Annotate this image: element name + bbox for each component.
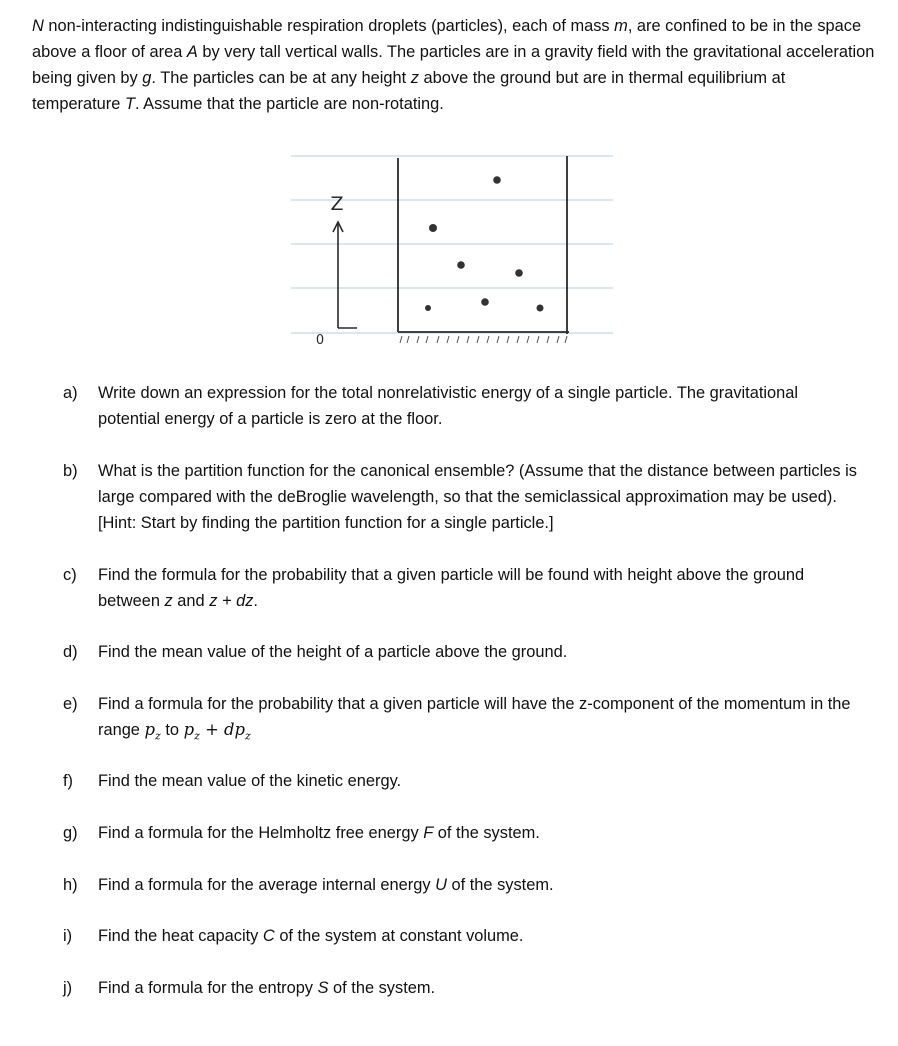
var-z: z bbox=[410, 69, 419, 87]
intro-text-3: by very tall vertical walls. The particles are in a gravity field with the gravitational acceleration being given by bbox=[32, 43, 875, 87]
text-part: to bbox=[160, 721, 184, 739]
subscript-z: z bbox=[194, 729, 200, 743]
question-text: Write down an expression for the total nonrelativistic energy of a single particle. The gravitational potential energy of a particle is zero at the floor. bbox=[98, 384, 799, 428]
var-z-plus-dz: z + dz bbox=[209, 592, 254, 610]
question-text: Find the mean value of the height of a particle above the ground. bbox=[98, 643, 568, 661]
question-label: a) bbox=[63, 384, 78, 402]
var-z: z bbox=[164, 592, 173, 610]
question-e bbox=[63, 691, 863, 749]
origin-label: 0 bbox=[315, 333, 325, 348]
question-label: e) bbox=[63, 695, 78, 713]
question-label: h) bbox=[63, 876, 78, 894]
text-part: of the system at constant volume. bbox=[274, 927, 524, 945]
question-text: What is the partition function for the canonical ensemble? (Assume that the distance between particles is large compared with the deBroglie wavelength, so that the semiclassical approximation may be used). [Hint: Start by finding the partition function for a single particle.] bbox=[98, 462, 857, 532]
question-label: f) bbox=[63, 772, 74, 790]
text-part: Find the heat capacity bbox=[98, 927, 263, 945]
text-part: of the system. bbox=[328, 979, 436, 997]
var-U: U bbox=[435, 876, 447, 894]
intro-text-2: , are confined to be in the space above a floor of area bbox=[32, 17, 862, 61]
text-part: . bbox=[253, 592, 258, 610]
intro-text-1: non-interacting indistinguishable respiration droplets (particles), each of mass bbox=[43, 17, 615, 35]
text-part: Find a formula for the Helmholtz free energy bbox=[98, 824, 424, 842]
var-C: C bbox=[262, 927, 275, 945]
question-text bbox=[98, 872, 863, 898]
question-f bbox=[63, 768, 863, 794]
var-g: g bbox=[142, 69, 152, 87]
text-part: of the system. bbox=[446, 876, 554, 894]
question-i bbox=[63, 923, 863, 949]
question-j bbox=[63, 975, 863, 1001]
question-label: b) bbox=[63, 462, 78, 480]
question-label: g) bbox=[63, 824, 78, 842]
particle bbox=[537, 305, 544, 312]
question-b bbox=[63, 458, 863, 536]
text-part: Find the formula for the probability that a given particle will be found with height above the ground between bbox=[98, 566, 805, 610]
question-label: i) bbox=[63, 927, 73, 945]
text-part: of the system. bbox=[433, 824, 540, 842]
question-text bbox=[98, 975, 863, 1001]
particle bbox=[481, 298, 489, 306]
var-N: N bbox=[32, 17, 44, 35]
var-m: m bbox=[614, 17, 628, 35]
question-text bbox=[98, 923, 863, 949]
particles-in-gravity-sketch bbox=[287, 146, 617, 354]
question-text bbox=[98, 820, 863, 846]
var-A: A bbox=[186, 43, 198, 61]
var-T: T bbox=[124, 95, 135, 113]
intro-paragraph bbox=[32, 13, 877, 117]
question-label: c) bbox=[63, 566, 77, 584]
particle bbox=[425, 305, 431, 311]
text-part: Find a formula for the probability that a given particle will have the z-component of the momentum in the range bbox=[98, 695, 851, 739]
question-d bbox=[63, 639, 863, 665]
question-g bbox=[63, 820, 863, 846]
particle bbox=[457, 261, 465, 269]
question-text bbox=[98, 562, 863, 614]
text-part: Find a formula for the average internal energy bbox=[98, 876, 436, 894]
momentum-range-formula bbox=[144, 720, 161, 743]
question-text: Find the mean value of the kinetic energy. bbox=[98, 772, 402, 790]
question-c bbox=[63, 562, 863, 614]
intro-text-6: . Assume that the particle are non-rotating. bbox=[134, 95, 444, 113]
subscript-z: z bbox=[245, 729, 251, 743]
particle bbox=[429, 224, 437, 232]
intro-text-4: . The particles can be at any height bbox=[151, 69, 411, 87]
question-label: d) bbox=[63, 643, 78, 661]
intro-text-5: above the ground but are in thermal equilibrium at temperature bbox=[32, 69, 786, 113]
question-a bbox=[63, 380, 863, 432]
text-part: Find a formula for the entropy bbox=[98, 979, 318, 997]
var-F: F bbox=[423, 824, 434, 842]
question-h bbox=[63, 872, 863, 898]
question-text bbox=[98, 691, 863, 749]
z-axis-label: Z bbox=[330, 193, 344, 215]
text-part: and bbox=[172, 592, 210, 610]
var-S: S bbox=[317, 979, 329, 997]
symbol-p: p bbox=[144, 720, 155, 739]
question-label: j) bbox=[63, 979, 73, 997]
momentum-range-formula bbox=[183, 720, 251, 743]
particle bbox=[493, 176, 501, 184]
symbol-p: p bbox=[183, 720, 195, 739]
particle bbox=[515, 269, 523, 277]
subscript-z: z bbox=[154, 729, 161, 743]
symbol-plus-dp: + dp bbox=[199, 720, 245, 739]
